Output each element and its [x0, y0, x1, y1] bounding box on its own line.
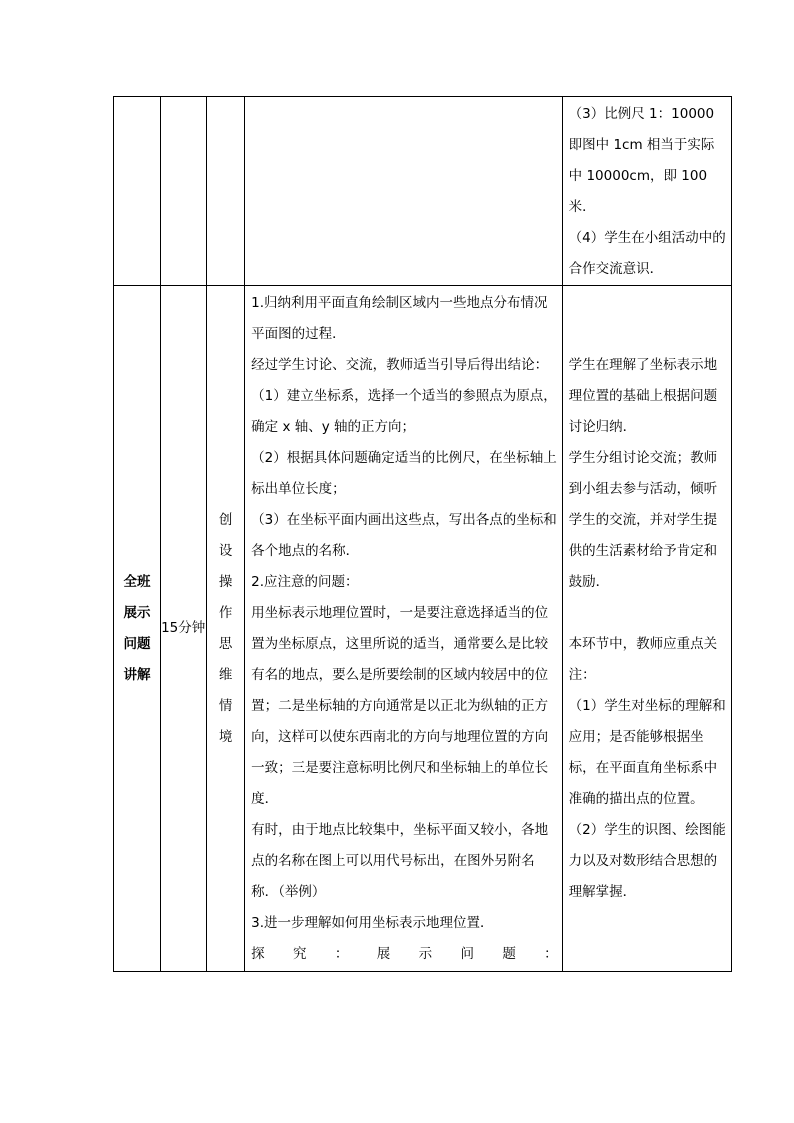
notes-cell: [562, 97, 731, 286]
stage-line: 全班: [123, 573, 151, 590]
method-char: 设: [218, 542, 233, 559]
note-paragraph: （2）学生的识图、绘图能力以及对数形结合思想的理解掌握．: [568, 822, 726, 900]
lesson-plan-table: [113, 96, 732, 972]
method-char: 思: [218, 635, 233, 652]
method-cell-empty: [207, 97, 245, 286]
stage-line: 讲解: [123, 666, 151, 683]
content-paragraph: 用坐标表示地理位置时，一是要注意选择适当的位置为坐标原点，这里所说的适当，通常要么是比较有名的地点，要么是所要绘制的区域内较居中的位置；二是坐标轴的方向通常是以正北为纵轴的正方向，这样可以使东西南北的方向与地理位置的方向一致；三是要注意标明比例尺和坐标轴上的单位长度．: [251, 605, 549, 807]
time-cell: [161, 286, 207, 972]
content-paragraph: 有时，由于地点比较集中，坐标平面又较小，各地点的名称在图上可以用代号标出，在图外另附名称．（举例）: [251, 822, 549, 900]
note-paragraph: （1）学生对坐标的理解和应用；是否能够根据坐标，在平面直角坐标系中准确的描出点的位置。: [568, 698, 726, 807]
method-char: 境: [218, 728, 233, 745]
content-paragraph: 1.归纳利用平面直角绘制区域内一些地点分布情况平面图的过程．: [251, 295, 548, 342]
note-paragraph: 本环节中，教师应重点关注：: [568, 636, 718, 683]
table-row: [114, 286, 732, 972]
notes-cell: [562, 286, 731, 972]
time-cell-empty: [161, 97, 207, 286]
note-paragraph: 学生分组讨论交流；教师到小组去参与活动，倾听学生的交流，并对学生提供的生活素材给予肯定和鼓励．: [568, 450, 718, 590]
content-paragraph: 2.应注意的问题：: [251, 574, 359, 590]
notes-spacer: [569, 288, 727, 350]
note-cooperation: （4）学生在小组活动中的合作交流意识．: [568, 230, 726, 277]
stage-line: 展示: [123, 604, 151, 621]
time-text: 15分钟: [161, 620, 206, 636]
stage-cell: [114, 286, 161, 972]
method-cell: [207, 286, 245, 972]
content-cell-empty: [245, 97, 563, 286]
content-paragraph: （3）在坐标平面内画出这些点，写出各点的坐标和各个地点的名称．: [251, 512, 557, 559]
stage-line: 问题: [123, 635, 151, 652]
note-scale: （3）比例尺 1：10000 即图中 1cm 相当于实际中 10000cm，即 100 米．: [568, 106, 715, 215]
content-paragraph: （1）建立坐标系，选择一个适当的参照点为原点，确定 x 轴、y 轴的正方向；: [251, 388, 557, 435]
method-char: 作: [218, 604, 233, 621]
note-paragraph: 学生在理解了坐标表示地理位置的基础上根据问题讨论归纳．: [568, 357, 718, 435]
method-char: 维: [218, 666, 233, 683]
method-char: 情: [218, 697, 233, 714]
content-paragraph: 经过学生讨论、交流，教师适当引导后得出结论：: [251, 357, 549, 373]
method-char: 创: [218, 511, 233, 528]
stage-cell-empty: [114, 97, 161, 286]
method-char: 操: [218, 573, 233, 590]
table-row: [114, 97, 732, 286]
content-paragraph: （2）根据具体问题确定适当的比例尺，在坐标轴上标出单位长度；: [251, 450, 557, 497]
content-paragraph: 3.进一步理解如何用坐标表示地理位置．: [251, 915, 494, 931]
content-paragraph: 探究：展示问题：: [251, 946, 558, 962]
content-cell: [245, 286, 563, 972]
